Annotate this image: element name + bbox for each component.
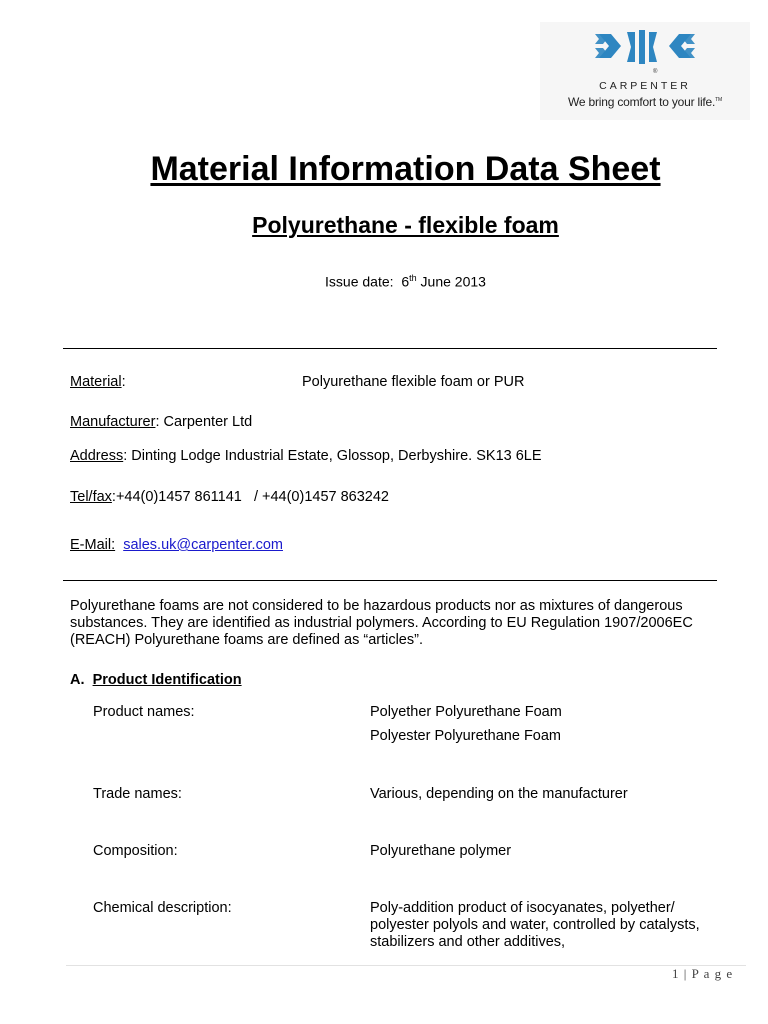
page-number — [672, 966, 733, 982]
chemical-description-label: Chemical description: — [93, 900, 232, 916]
telfax-value: +44(0)1457 861141 / +44(0)1457 863242 — [115, 489, 389, 505]
issue-day: 6 — [401, 273, 410, 290]
document-subtitle: Polyurethane - flexible foam — [252, 212, 559, 238]
telfax-label: Tel/fax — [70, 489, 112, 505]
chemical-description-value: Poly-addition product of isocyanates, polyether/ polyester polyols and water, controlled by catalysts, stabilizers and other additives, — [370, 900, 700, 950]
material-label-text: Material — [70, 374, 122, 390]
page-number-value: 1 — [672, 966, 680, 981]
divider-top — [63, 348, 717, 349]
divider-bottom — [63, 580, 717, 581]
address-label: Address — [70, 448, 124, 464]
intro-paragraph: Polyurethane foams are not considered to be hazardous products nor as mixtures of dangerous substances. They are identified as industrial polymers. According to EU Regulation 1907/2006EC (REACH) Polyurethane foams are defined as “articles”. — [70, 598, 693, 648]
trademark-mark: TM — [715, 97, 722, 103]
trade-names-label: Trade names: — [93, 786, 182, 802]
manufacturer-value: Carpenter Ltd — [163, 414, 253, 430]
manufacturer-label: Manufacturer — [70, 414, 156, 430]
email-label: E-Mail: — [70, 537, 116, 553]
address-value: Dinting Lodge Industrial Estate, Glossop, Derbyshire. SK13 6LE — [131, 448, 542, 464]
email-link[interactable]: sales.uk@carpenter.com — [123, 537, 283, 553]
carpenter-logo-icon — [593, 26, 697, 80]
page-word: | P a g e — [683, 966, 734, 981]
composition-value: Polyurethane polymer — [370, 843, 512, 859]
document-title: Material Information Data Sheet — [150, 150, 661, 188]
email-line — [70, 537, 283, 554]
telfax-line: Tel/fax:+44(0)1457 861141 / +44(0)1457 863242 — [70, 489, 389, 505]
company-logo — [540, 22, 750, 120]
composition-label: Composition: — [93, 843, 178, 859]
material-value: Polyurethane flexible foam or PUR — [302, 374, 525, 390]
logo-tagline — [540, 95, 750, 109]
logo-brand-name: CARPENTER — [599, 80, 691, 92]
product-names-label: Product names: — [93, 704, 195, 720]
registered-mark: ® — [653, 69, 658, 75]
section-a-letter: A. — [70, 672, 85, 688]
product-name-value: Polyether Polyurethane Foam — [370, 704, 562, 720]
product-name-value: Polyester Polyurethane Foam — [370, 728, 562, 744]
section-a-title: Product Identification — [92, 672, 242, 688]
manufacturer-line: Manufacturer: Carpenter Ltd — [70, 414, 253, 430]
issue-day-suffix: th — [409, 273, 417, 283]
issue-date-label: Issue date: — [325, 273, 394, 290]
logo-tagline-text: We bring comfort to your life. — [568, 95, 716, 109]
address-line: Address: Dinting Lodge Industrial Estate, Glossop, Derbyshire. SK13 6LE — [70, 448, 542, 464]
footer-divider — [66, 965, 746, 966]
material-label: Material: — [70, 374, 126, 390]
section-a-heading — [70, 672, 242, 688]
issue-date — [0, 273, 768, 290]
issue-month-year: June 2013 — [420, 273, 486, 290]
trade-names-value: Various, depending on the manufacturer — [370, 786, 628, 802]
